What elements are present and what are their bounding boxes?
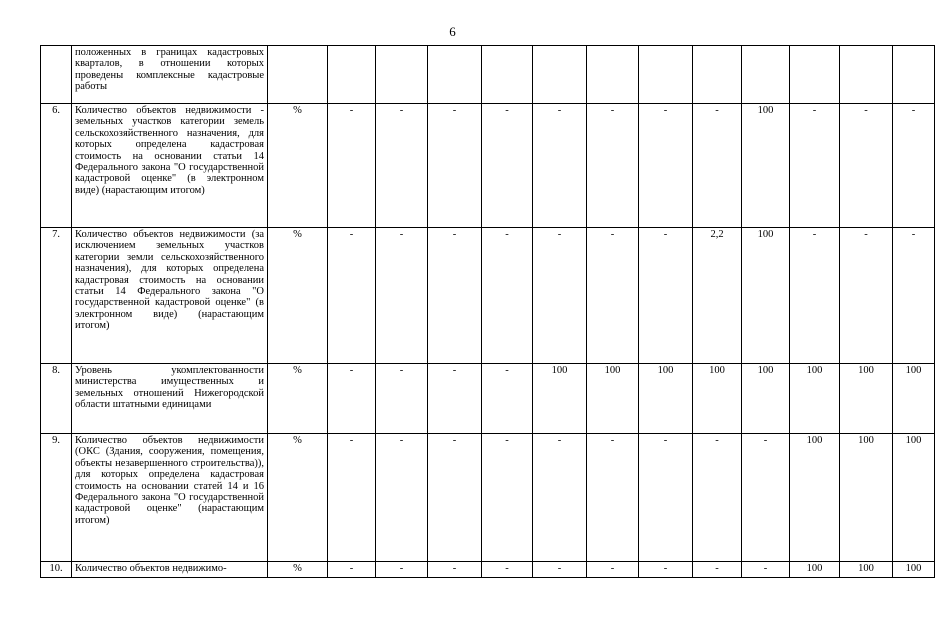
value-cell (533, 46, 587, 104)
value-cell: - (482, 104, 533, 228)
value-cell: - (639, 562, 693, 578)
value-cell: 100 (587, 364, 639, 434)
value-cell (328, 46, 376, 104)
value-cell: 100 (840, 562, 893, 578)
value-cell (482, 46, 533, 104)
value-cell: - (742, 434, 790, 562)
value-cell: 100 (742, 104, 790, 228)
value-cell: 100 (840, 364, 893, 434)
value-cell (742, 46, 790, 104)
value-cell: - (376, 434, 428, 562)
value-cell: - (587, 104, 639, 228)
value-cell: 100 (840, 434, 893, 562)
indicator-description: Количество объектов недвижимо- (72, 562, 268, 578)
value-cell: 100 (639, 364, 693, 434)
row-number: 9. (41, 434, 72, 562)
value-cell (840, 46, 893, 104)
value-cell: - (482, 364, 533, 434)
value-cell: 2,2 (693, 228, 742, 364)
value-cell: - (328, 562, 376, 578)
value-cell: 100 (742, 364, 790, 434)
value-cell: 100 (742, 228, 790, 364)
value-cell: - (533, 104, 587, 228)
value-cell (639, 46, 693, 104)
value-cell: 100 (790, 562, 840, 578)
value-cell: - (376, 228, 428, 364)
value-cell: - (639, 228, 693, 364)
value-cell: 100 (790, 364, 840, 434)
table-row (41, 46, 935, 104)
value-cell: - (482, 228, 533, 364)
value-cell (790, 46, 840, 104)
indicators-table (40, 45, 935, 578)
unit-cell: % (268, 562, 328, 578)
value-cell (893, 46, 935, 104)
value-cell: - (840, 104, 893, 228)
unit-cell: % (268, 434, 328, 562)
value-cell: 100 (790, 434, 840, 562)
value-cell: - (693, 434, 742, 562)
value-cell: - (639, 104, 693, 228)
value-cell: 100 (893, 364, 935, 434)
value-cell: - (587, 434, 639, 562)
indicator-description: положенных в границах кадастровых кварталов, в отношении которых проведены комплексные кадастровые работы (72, 46, 268, 104)
value-cell: - (482, 562, 533, 578)
row-number: 7. (41, 228, 72, 364)
value-cell: - (328, 364, 376, 434)
value-cell: - (693, 104, 742, 228)
value-cell: - (587, 562, 639, 578)
value-cell: - (428, 434, 482, 562)
table-body (41, 46, 935, 578)
table-row (41, 434, 935, 562)
value-cell: - (376, 104, 428, 228)
value-cell: - (533, 228, 587, 364)
value-cell (428, 46, 482, 104)
value-cell: - (533, 434, 587, 562)
value-cell: - (587, 228, 639, 364)
value-cell: - (893, 104, 935, 228)
indicator-description: Количество объектов недвижимости - земельных участков категории земель сельскохозяйственного назначения, для которых определена кадастровая стоимость на основании статьи 14 Федерального закона "О государственной кадастровой оценке" (в электронном виде) (нарастающим итогом) (72, 104, 268, 228)
value-cell: - (328, 228, 376, 364)
indicator-description: Количество объектов недвижимости (за исключением земельных участков категории земли сельскохозяйственного назначения), для которых определена кадастровая стоимость на основании статьи 14 Федерального закона "О государственной кадастровой оценке" (в электронном виде) (нарастающим итогом) (72, 228, 268, 364)
table-row (41, 104, 935, 228)
row-number: 6. (41, 104, 72, 228)
table-row (41, 228, 935, 364)
value-cell (693, 46, 742, 104)
value-cell: - (328, 104, 376, 228)
row-number (41, 46, 72, 104)
value-cell: - (790, 228, 840, 364)
value-cell: - (482, 434, 533, 562)
value-cell: - (840, 228, 893, 364)
value-cell: 100 (533, 364, 587, 434)
value-cell: - (893, 228, 935, 364)
value-cell: - (328, 434, 376, 562)
row-number: 10. (41, 562, 72, 578)
value-cell: 100 (893, 434, 935, 562)
unit-cell: % (268, 364, 328, 434)
value-cell: - (639, 434, 693, 562)
value-cell: - (428, 228, 482, 364)
value-cell: - (533, 562, 587, 578)
unit-cell (268, 46, 328, 104)
unit-cell: % (268, 104, 328, 228)
value-cell: 100 (893, 562, 935, 578)
value-cell: - (742, 562, 790, 578)
value-cell: - (428, 104, 482, 228)
table-row (41, 364, 935, 434)
value-cell: - (790, 104, 840, 228)
row-number: 8. (41, 364, 72, 434)
value-cell: - (376, 364, 428, 434)
indicator-description: Уровень укомплектованности министерства имущественных и земельных отношений Нижегородской области штатными единицами (72, 364, 268, 434)
page-number: 6 (449, 24, 456, 39)
unit-cell: % (268, 228, 328, 364)
value-cell (587, 46, 639, 104)
table-row (41, 562, 935, 578)
indicator-description: Количество объектов недвижимости (ОКС (Здания, сооружения, помещения, объекты незавершенного строительства)), для которых определена кадастровая стоимость на основании статей 14 и 16 Федерального закона "О государственной кадастровой оценке" (нарастающим итогом) (72, 434, 268, 562)
value-cell: - (428, 364, 482, 434)
value-cell: - (428, 562, 482, 578)
value-cell: - (693, 562, 742, 578)
value-cell (376, 46, 428, 104)
value-cell: 100 (693, 364, 742, 434)
value-cell: - (376, 562, 428, 578)
